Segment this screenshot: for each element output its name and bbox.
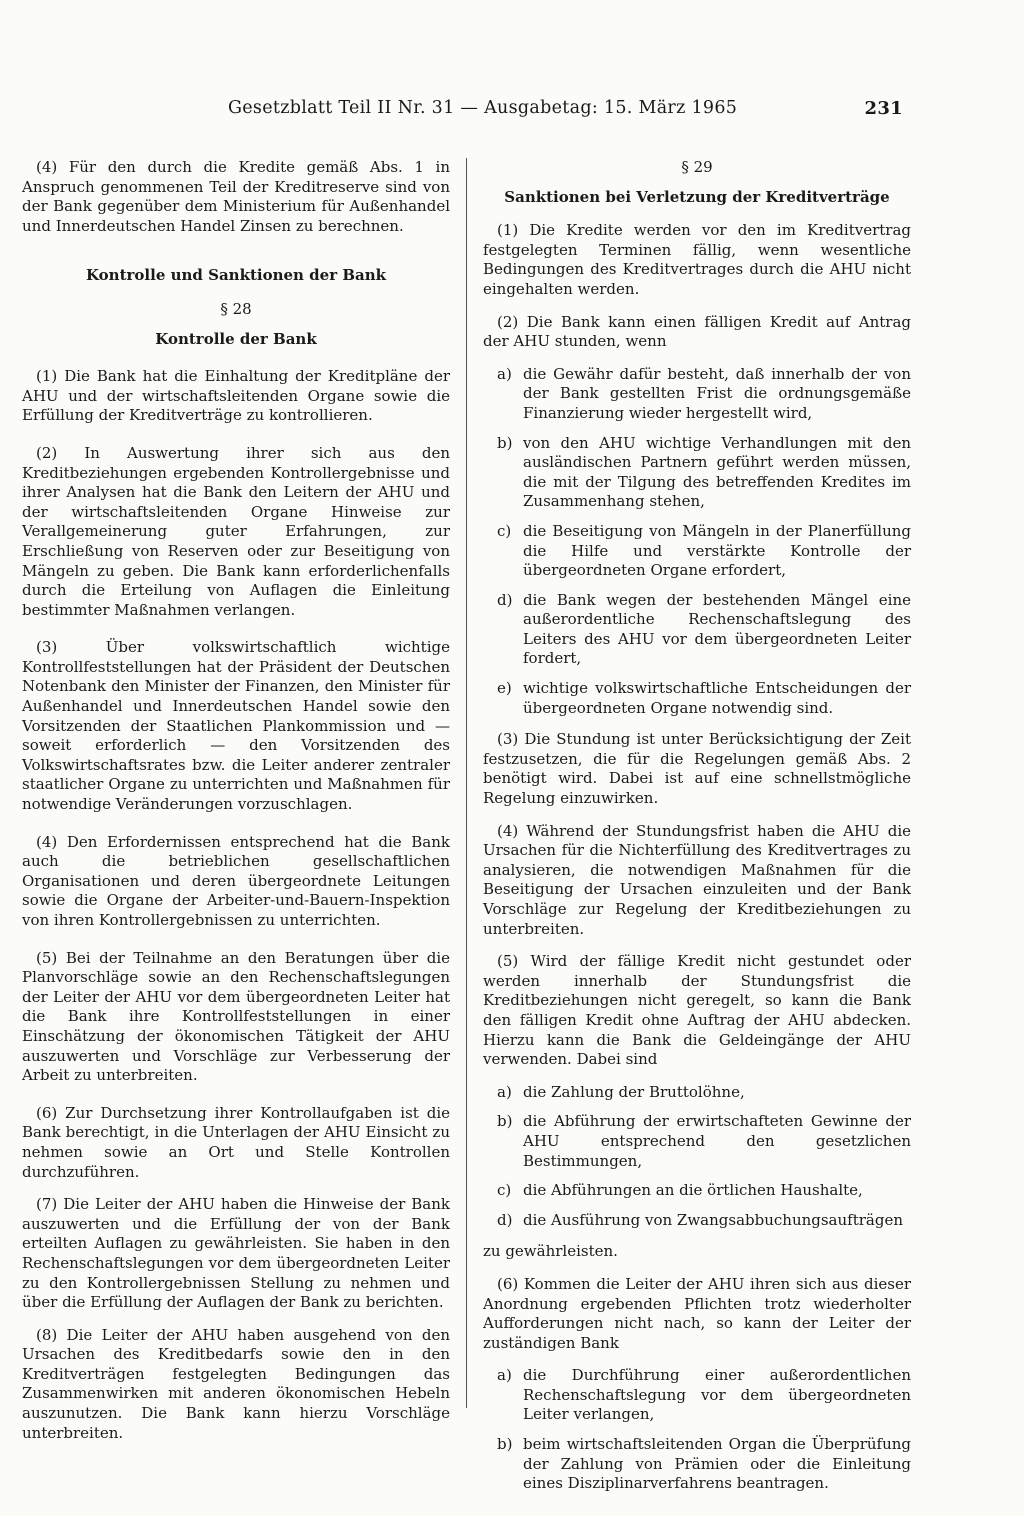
paragraph: (5) Wird der fällige Kredit nicht gestundet oder werden innerhalb der Stundungsfrist die Kreditbeziehungen nicht geregelt, so kann die Bank den fälligen Kredit ohne Auftrag der AHU abdecken. Hierzu kann die Bank die Geldeingänge der AHU verwenden. Dabei sind	[483, 952, 911, 1069]
section-title: Kontrolle der Bank	[155, 329, 317, 348]
paragraph: (1) Die Kredite werden vor den im Kreditvertrag festgelegten Terminen fällig, wenn wesentliche Bedingungen des Kreditvertrages durch die AHU nicht eingehalten werden.	[483, 221, 911, 298]
list-letter: b)	[497, 1435, 513, 1454]
page-number: 231	[864, 98, 903, 119]
paragraph: (3) Die Stundung ist unter Berücksichtigung der Zeit festzusetzen, die für die Regelungen gemäß Abs. 2 benötigt wird. Dabei ist auf eine schnellstmögliche Regelung einzuwirken.	[483, 730, 911, 808]
list-text: die Durchführung einer außerordentlichen Rechenschaftslegung vor dem übergeordneten Leiter verlangen,	[523, 1366, 911, 1424]
list-letter: e)	[497, 679, 512, 698]
list-item	[483, 679, 911, 718]
list-letter: a)	[497, 364, 512, 383]
paragraph: (4) Den Erfordernissen entsprechend hat die Bank auch die betrieblichen gesellschaftlichen Organisationen und deren übergeordnete Leitungen sowie die Organe der Arbeiter-und-Bauern-Inspektion von ihren Kontrollergebnissen zu unterrichten.	[22, 832, 450, 929]
paragraph: zu gewährleisten.	[483, 1242, 618, 1261]
list-item	[483, 365, 911, 424]
list-item	[483, 1083, 911, 1103]
list-letter: b)	[497, 433, 513, 452]
list-text: die Abführungen an die örtlichen Haushalte,	[523, 1181, 863, 1200]
list-letter: c)	[497, 1181, 512, 1200]
paragraph: (7) Die Leiter der AHU haben die Hinweise der Bank auszuwerten und die Erfüllung der von der Bank erteilten Auflagen zu gewährleisten. Sie haben in den Rechenschaftslegungen vor dem übergeordneten Leiter zu den Kontrollergebnissen Stellung zu nehmen und über die Erfüllung der Auflagen der Bank zu berichten.	[22, 1195, 450, 1312]
page-header	[228, 98, 903, 126]
paragraph: (4) Während der Stundungsfrist haben die AHU die Ursachen für die Nichterfüllung des Kreditvertrages zu analysieren, die notwendigen Maßnahmen für die Beseitigung der Ursachen einzuleiten und der Bank Vorschläge zur Regelung der Kreditbeziehungen zu unterbreiten.	[483, 821, 911, 938]
paragraph: (3) Über volkswirtschaftlich wichtige Kontrollfeststellungen hat der Präsident der Deutschen Notenbank den Minister der Finanzen, den Minister für Außenhandel und Innerdeutschen Handel sowie den Vorsitzenden der Staatlichen Plankommission und — soweit erforderlich — den Vorsitzenden des Volkswirtschaftsrates bzw. die Leiter anderer zentraler staatlicher Organe zu unterrichten und Maßnahmen für notwendige Veränderungen vorzuschlagen.	[22, 638, 450, 814]
list-text: wichtige volkswirtschaftliche Entscheidungen der übergeordneten Organe notwendig sind.	[523, 679, 911, 717]
list-text: die Beseitigung von Mängeln in der Planerfüllung die Hilfe und verstärkte Kontrolle der übergeordneten Organe erfordert,	[523, 521, 911, 580]
column-divider	[466, 158, 467, 1408]
gazette-title: Gesetzblatt Teil II Nr. 31 — Ausgabetag: 15. März 1965	[228, 98, 738, 118]
list-item	[483, 434, 911, 512]
left-column	[22, 158, 450, 1456]
list-item	[483, 522, 911, 581]
list-text: die Ausführung von Zwangsabbuchungsaufträgen	[523, 1210, 903, 1229]
paragraph: (2) Die Bank kann einen fälligen Kredit auf Antrag der AHU stunden, wenn	[483, 312, 911, 351]
list-item	[483, 1366, 911, 1425]
paragraph: (1) Die Bank hat die Einhaltung der Kreditpläne der AHU und der wirtschaftsleitenden Organe sowie die Erfüllung der Kreditverträge zu kontrollieren.	[22, 367, 450, 425]
list-letter: c)	[497, 521, 512, 540]
priority-list	[483, 1083, 911, 1231]
paragraph: (6) Zur Durchsetzung ihrer Kontrollaufgaben ist die Bank berechtigt, in die Unterlagen der AHU Einsicht zu nehmen sowie an Ort und Stelle Kontrollen durchzuführen.	[22, 1103, 450, 1181]
paragraph: (2) In Auswertung ihrer sich aus den Kreditbeziehungen ergebenden Kontrollergebnisse und ihrer Analysen hat die Bank den Leitern der AHU und der wirtschaftsleitenden Organe Hinweise zur Verallgemeinerung guter Erfahrungen, zur Erschließung von Reserven oder zur Beseitigung von Mängeln zu geben. Die Bank kann erforderlichenfalls durch die Erteilung von Auflagen die Einleitung bestimmter Maßnahmen verlangen.	[22, 443, 450, 619]
list-item	[483, 1181, 911, 1201]
chapter-heading: Kontrolle und Sanktionen der Bank	[85, 266, 387, 285]
right-column	[483, 158, 911, 1506]
list-text: die Zahlung der Bruttolöhne,	[523, 1082, 745, 1101]
condition-list	[483, 365, 911, 719]
section-number: § 28	[220, 299, 252, 318]
list-item	[483, 1435, 911, 1494]
list-text: beim wirtschaftsleitenden Organ die Überprüfung der Zahlung von Prämien oder die Einleitung eines Disziplinarverfahrens beantragen.	[523, 1435, 911, 1493]
list-text: die Bank wegen der bestehenden Mängel eine außerordentliche Rechenschaftslegung des Leiters des AHU vor dem übergeordneten Leiter fordert,	[523, 590, 911, 668]
list-letter: d)	[497, 1210, 513, 1229]
paragraph: (8) Die Leiter der AHU haben ausgehend von den Ursachen des Kreditbedarfs sowie den in den Kreditverträgen festgelegten Bedingungen das Zusammenwirken mit anderen ökonomischen Hebeln auszunutzen. Die Bank kann hierzu Vorschläge unterbreiten.	[22, 1325, 450, 1442]
list-text: von den AHU wichtige Verhandlungen mit den ausländischen Partnern geführt werden müssen, die mit der Tilgung des betreffenden Kredites im Zusammenhang stehen,	[523, 433, 911, 511]
list-letter: b)	[497, 1112, 513, 1131]
section-title: Sanktionen bei Verletzung der Kreditverträge	[504, 187, 890, 206]
list-letter: a)	[497, 1366, 512, 1385]
list-letter: d)	[497, 590, 513, 609]
paragraph: (4) Für den durch die Kredite gemäß Abs. 1 in Anspruch genommenen Teil der Kreditreserve sind von der Bank gegenüber dem Ministerium für Außenhandel und Innerdeutschen Handel Zinsen zu berechnen.	[22, 158, 450, 235]
section-number: § 29	[681, 158, 713, 176]
list-item	[483, 1112, 911, 1171]
list-letter: a)	[497, 1082, 512, 1101]
list-item	[483, 1211, 911, 1231]
paragraph: (6) Kommen die Leiter der AHU ihren sich aus dieser Anordnung ergebenden Pflichten trotz wiederholter Aufforderungen nicht nach, so kann der Leiter der zuständigen Bank	[483, 1274, 911, 1352]
list-text: die Abführung der erwirtschafteten Gewinne der AHU entsprechend den gesetzlichen Bestimmungen,	[523, 1112, 911, 1170]
paragraph: (5) Bei der Teilnahme an den Beratungen über die Planvorschläge sowie an den Rechenschaftslegungen der Leiter der AHU vor dem übergeordneten Leiter hat die Bank ihre Kontrollfeststellungen in einer Einschätzung der ökonomischen Tätigkeit der AHU auszuwerten und Vorschläge zur Verbesserung der Arbeit zu unterbreiten.	[22, 948, 450, 1085]
list-item	[483, 591, 911, 669]
list-text: die Gewähr dafür besteht, daß innerhalb der von der Bank gestellten Frist die ordnungsgemäße Finanzierung wieder hergestellt wird,	[523, 364, 911, 422]
measures-list	[483, 1366, 911, 1494]
